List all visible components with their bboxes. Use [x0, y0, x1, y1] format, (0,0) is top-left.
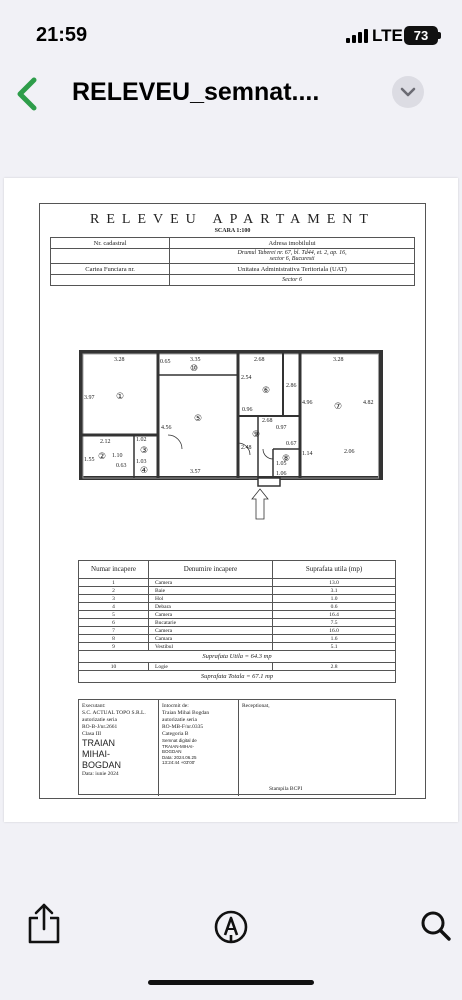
intocmit-label: Intocmit de:	[162, 703, 189, 709]
table-cell: 10	[79, 663, 149, 671]
column-header: Numar incapere	[79, 561, 149, 579]
dimension-label: 0.63	[116, 463, 127, 469]
dimension-label: 1.05	[276, 461, 287, 467]
util-total: Suprafata Utila = 64.3 mp	[79, 651, 396, 663]
table-cell: Hol	[149, 595, 273, 603]
table-cell: Camera	[149, 627, 273, 635]
table-cell: 13.0	[273, 579, 396, 587]
dimension-label: 1.55	[84, 457, 95, 463]
dimension-label: 3.35	[190, 357, 201, 363]
address-line: sector 6, Bucuresti	[269, 256, 315, 262]
dimension-label: 2.86	[286, 383, 297, 389]
room-number: ⑦	[334, 402, 343, 412]
table-cell: 4	[79, 603, 149, 611]
dimension-label: 1.14	[302, 451, 313, 457]
intocmit-name: Traian Mihai Bogdan	[162, 710, 210, 716]
receptionat-column	[239, 700, 397, 796]
property-info-table	[50, 237, 415, 286]
dimension-label: 3.97	[84, 395, 95, 401]
document-heading: RELEVEU APARTAMENT	[90, 212, 375, 227]
receptionat-label: Receptionat,	[242, 703, 270, 709]
info-cell: Nr. cadastral	[51, 238, 170, 249]
markup-pen-icon	[214, 910, 248, 944]
executant-name: S.C. ACTUAL TOPO S.R.L.	[82, 710, 146, 716]
room-number: ⑩	[190, 364, 199, 374]
dimension-label: 4.56	[161, 425, 172, 431]
table-cell: 3.1	[273, 587, 396, 595]
title-menu-button[interactable]	[392, 76, 424, 108]
share-icon	[26, 902, 62, 944]
table-row	[79, 643, 396, 651]
battery-level: 73	[413, 28, 429, 43]
column-header: Denumire incapere	[149, 561, 273, 579]
room-number: ①	[116, 392, 125, 402]
rooms-table	[78, 560, 396, 683]
digital-signature-line: 13:24:44 +03'00'	[162, 760, 196, 765]
table-cell: 0.6	[273, 603, 396, 611]
table-cell: 2.8	[273, 663, 396, 671]
status-bar	[0, 0, 462, 70]
dimension-label: 2.12	[100, 439, 111, 445]
signer-name: MIHAI-	[82, 749, 110, 759]
signer-name: TRAIAN	[82, 738, 116, 748]
chevron-down-icon	[392, 76, 424, 108]
cellular-signal-icon	[346, 29, 368, 43]
home-indicator[interactable]	[148, 980, 314, 985]
room-number: ⑧	[282, 454, 291, 464]
dimension-label: 0.67	[286, 441, 297, 447]
document-title: RELEVEU_semnat....	[72, 78, 320, 106]
executant-label: Executant:	[82, 703, 106, 709]
battery-tip	[438, 32, 441, 39]
share-button[interactable]	[26, 902, 62, 949]
table-cell: 2	[79, 587, 149, 595]
table-row	[79, 611, 396, 619]
dimension-label: 1.03	[136, 459, 147, 465]
room-number: ⑤	[194, 414, 203, 424]
room-number: ⑥	[262, 386, 271, 396]
table-cell: 7.5	[273, 619, 396, 627]
markup-button[interactable]	[214, 910, 248, 949]
dimension-label: 1.10	[112, 453, 123, 459]
digital-signature-line: BOGDAN	[162, 749, 182, 754]
table-cell: 16.0	[273, 627, 396, 635]
table-row	[79, 619, 396, 627]
table-cell: 3	[79, 595, 149, 603]
info-cell	[51, 249, 170, 264]
table-row	[79, 603, 396, 611]
table-row	[79, 627, 396, 635]
date-label: Data: iunie 2024	[82, 771, 119, 777]
table-cell: Debara	[149, 603, 273, 611]
table-cell: 7	[79, 627, 149, 635]
room-number: ④	[140, 466, 149, 476]
address-cell	[170, 249, 415, 264]
dimension-label: 3.57	[190, 469, 201, 475]
table-row	[79, 595, 396, 603]
dimension-label: 0.96	[242, 407, 253, 413]
table-cell: 1.0	[273, 595, 396, 603]
search-button[interactable]	[420, 910, 452, 947]
auth-line: Categoria B	[162, 731, 189, 737]
dimension-label: 0.97	[276, 425, 287, 431]
table-cell: Camera	[149, 579, 273, 587]
table-cell: Bucatarie	[149, 619, 273, 627]
search-icon	[420, 910, 452, 942]
table-cell: 5	[79, 611, 149, 619]
info-cell: Cartea Funciara nr.	[51, 264, 170, 275]
table-cell: Logie	[149, 663, 273, 671]
table-row	[79, 587, 396, 595]
table-cell: 5.1	[273, 643, 396, 651]
util-total-row	[79, 651, 396, 663]
document-page[interactable]	[4, 178, 458, 822]
table-row	[79, 635, 396, 643]
info-cell: Unitatea Administrativa Teritoriala (UAT)	[170, 264, 415, 275]
room-number: ②	[98, 452, 107, 462]
auth-line: autorizatie seria	[82, 717, 117, 723]
dimension-label: 2.06	[344, 449, 355, 455]
intocmit-column	[159, 700, 239, 796]
network-type: LTE	[372, 26, 403, 45]
column-header: Suprafata utila (mp)	[273, 561, 396, 579]
table-cell: Camera	[149, 611, 273, 619]
address-line: Drumul Taberei nr. 67, bl. Td44, et. 2, ap. 16,	[237, 250, 347, 256]
auth-line: RO-B-J/nr.2661	[82, 724, 118, 730]
dimension-label: 2.48	[241, 445, 252, 451]
room-number: ⑨	[252, 430, 261, 440]
dimension-label: 2.68	[262, 418, 273, 424]
dimension-label: 0.65	[160, 359, 171, 365]
grand-total-row	[79, 671, 396, 683]
info-cell	[51, 275, 170, 286]
auth-line: autorizatie seria	[162, 717, 197, 723]
table-cell: 1	[79, 579, 149, 587]
drawing-frame	[39, 203, 426, 799]
table-cell: 6	[79, 619, 149, 627]
chevron-left-icon	[12, 74, 42, 114]
room-number: ③	[140, 446, 149, 456]
table-row	[79, 579, 396, 587]
signer-name: BOGDAN	[82, 760, 122, 770]
table-row	[79, 663, 396, 671]
digital-signature-line: Data: 2024.06.25	[162, 754, 197, 760]
digital-signature-line: TRAIAN-MIHAI-	[162, 743, 194, 749]
table-cell: 9	[79, 643, 149, 651]
back-button[interactable]	[12, 74, 42, 114]
table-cell: Camara	[149, 635, 273, 643]
dimension-label: 1.02	[136, 437, 147, 443]
dimension-label: 3.28	[114, 357, 125, 363]
table-cell: 1.6	[273, 635, 396, 643]
dimension-label: 4.82	[363, 400, 374, 406]
status-time: 21:59	[36, 24, 88, 46]
table-cell: Vestibul	[149, 643, 273, 651]
dimension-label: 3.28	[333, 357, 344, 363]
table-cell: 8	[79, 635, 149, 643]
table-cell: 16.4	[273, 611, 396, 619]
dimension-label: 4.96	[302, 400, 313, 406]
battery-icon	[404, 26, 438, 45]
signature-block	[78, 699, 396, 795]
dimension-label: 2.68	[254, 357, 265, 363]
grand-total: Suprafata Totala = 67.1 mp	[79, 671, 396, 683]
floor-plan	[78, 349, 388, 529]
digital-signature-line: Semnat digital de	[162, 738, 197, 743]
navigation-bar	[0, 70, 462, 120]
info-cell: Adresa imobilului	[170, 238, 415, 249]
stamp-label: Stampila BCPI	[269, 786, 303, 792]
table-cell: Baie	[149, 587, 273, 595]
dimension-label: 1.06	[276, 471, 287, 477]
scale-label: SCARA 1:100	[214, 228, 251, 234]
uat-cell: Sector 6	[170, 275, 415, 286]
auth-line: Clasa III	[82, 731, 102, 737]
dimension-label: 2.54	[241, 375, 252, 381]
auth-line: RO-MB-F/nr.0335	[162, 724, 204, 730]
executant-column	[79, 700, 159, 796]
bottom-toolbar	[0, 880, 462, 1000]
